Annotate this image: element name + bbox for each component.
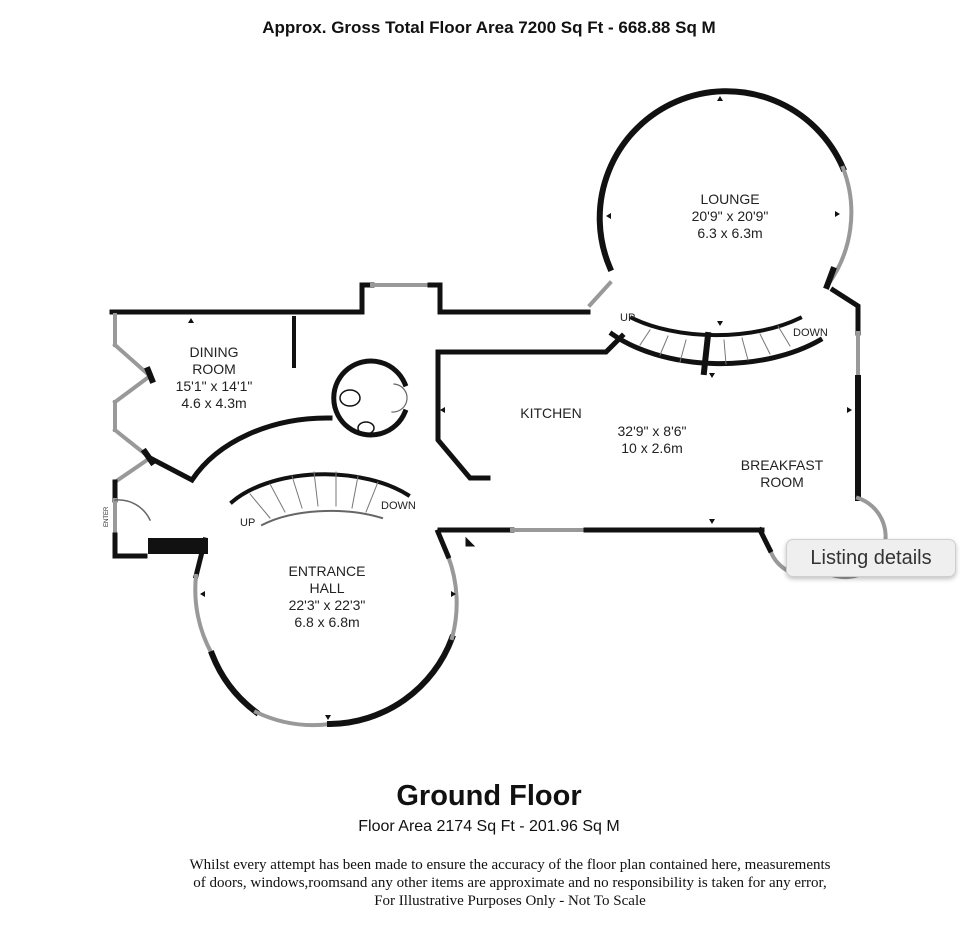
entrance-stairs — [232, 472, 408, 525]
lounge-name: LOUNGE — [700, 191, 760, 207]
lounge-stairs — [612, 318, 820, 372]
wc-room — [334, 361, 407, 435]
lounge-label — [692, 191, 769, 241]
dining-name-line1: DINING — [189, 344, 239, 360]
entrance-stairs-down-label: DOWN — [381, 500, 416, 512]
entrance-label — [288, 563, 365, 630]
disclaimer-line-2: of doors, windows,roomsand any other items are approximate and no responsibility is taken for any error, — [193, 875, 827, 891]
entrance-stairs-up-label: UP — [240, 517, 256, 529]
kitchen-label — [520, 405, 686, 456]
lounge-stairs-down-label: DOWN — [793, 327, 828, 339]
floor-area-text: Floor Area 2174 Sq Ft - 201.96 Sq M — [358, 818, 620, 835]
dining-imperial: 15'1" x 14'1" — [175, 378, 253, 394]
kitchen-name: KITCHEN — [520, 405, 582, 421]
kitchen-imperial: 32'9" x 8'6" — [617, 423, 687, 439]
disclaimer-line-3: For Illustrative Purposes Only - Not To Scale — [374, 893, 646, 909]
dining-label — [176, 344, 253, 411]
breakfast-label — [741, 457, 824, 490]
floor-title: Ground Floor — [396, 780, 582, 812]
entrance-imperial: 22'3" x 22'3" — [288, 597, 366, 613]
breakfast-name-line1: BREAKFAST — [740, 457, 824, 473]
disclaimer-line-1: Whilst every attempt has been made to ensure the accuracy of the floor plan contained here, measurements — [189, 857, 831, 873]
dining-name-line2: ROOM — [192, 361, 236, 377]
lounge-imperial: 20'9" x 20'9" — [691, 208, 769, 224]
enter-door-label: ENTER — [104, 506, 110, 527]
dining-metric: 4.6 x 4.3m — [181, 395, 247, 411]
breakfast-name-line2: ROOM — [760, 474, 804, 490]
lounge-stairs-up-label: UP — [620, 312, 636, 324]
bottom-wall — [440, 530, 762, 546]
listing-details-button[interactable]: Listing details — [786, 539, 956, 577]
kitchen-metric: 10 x 2.6m — [621, 440, 683, 456]
total-floor-area-heading: Approx. Gross Total Floor Area 7200 Sq Ft - 668.88 Sq M — [262, 18, 716, 37]
entrance-metric: 6.8 x 6.8m — [294, 614, 360, 630]
entrance-name-line1: ENTRANCE — [288, 563, 366, 579]
entry-door — [115, 500, 208, 556]
disclaimer — [120, 856, 900, 910]
entrance-name-line2: HALL — [309, 580, 345, 596]
lounge-metric: 6.3 x 6.3m — [697, 225, 763, 241]
